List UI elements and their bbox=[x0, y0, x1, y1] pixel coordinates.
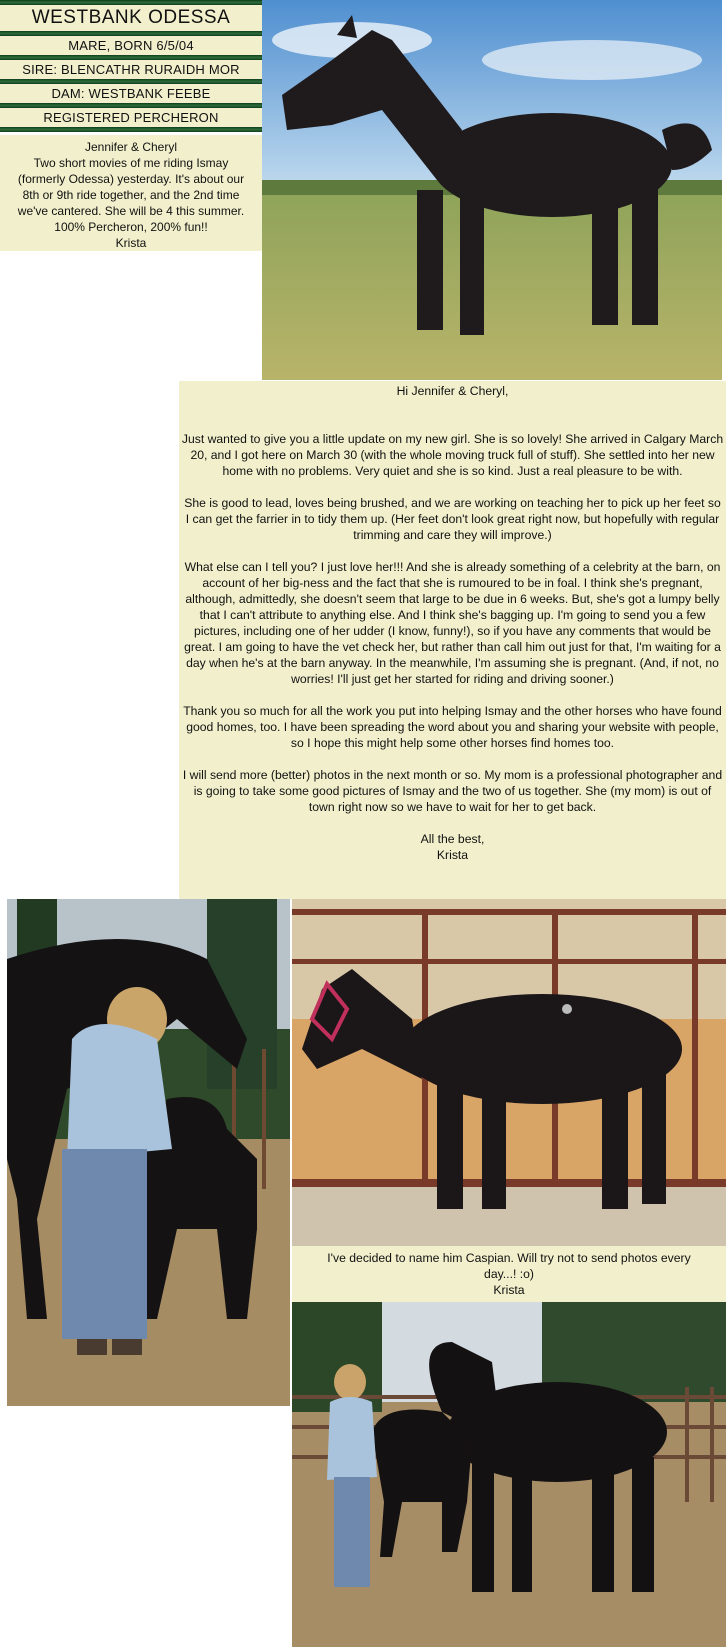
mare-barn-photo bbox=[292, 899, 726, 1246]
letter-paragraph: She is good to lead, loves being brushed, and we are working on teaching her to pick up her feet so I can get the farrier in to tidy them up. (Her feet don't look great right now, but hopefully with regular trimming and care they will improve.) bbox=[184, 496, 721, 542]
foal-name-note bbox=[292, 1246, 726, 1302]
letter-paragraph: Just wanted to give you a little update on my new girl. She is so lovely! She arrived in Calgary March 20, and I got here on March 30 (with the whole moving truck full of stuff). She settled into her new home with no problems. Very quiet and she is so kind. Just a real pleasure to be with. bbox=[181, 432, 724, 478]
update-letter bbox=[179, 381, 726, 899]
riding-note bbox=[0, 135, 262, 251]
foal-name-note-line: day...! :o) bbox=[484, 1267, 534, 1281]
letter-signature: Krista bbox=[436, 848, 469, 862]
sire-info: SIRE: BLENCATHR RURAIDH MOR bbox=[0, 60, 262, 79]
riding-note-line: 100% Percheron, 200% fun!! bbox=[54, 220, 208, 234]
registration-info: REGISTERED PERCHERON bbox=[0, 108, 262, 127]
woman-foal-corral-photo bbox=[292, 1302, 726, 1647]
letter-paragraph: Thank you so much for all the work you put into helping Ismay and the other horses who have found good homes, too. I have been spreading the word about you and sharing your website with people, so I hope this might help some other horses find homes too. bbox=[183, 704, 722, 750]
foal-name-note-line: I've decided to name him Caspian. Will try not to send photos every bbox=[327, 1251, 691, 1265]
dam-info: DAM: WESTBANK FEEBE bbox=[0, 84, 262, 103]
riding-note-signature: Krista bbox=[115, 236, 147, 250]
horse-info-header bbox=[0, 0, 262, 132]
divider bbox=[0, 127, 262, 132]
riding-note-line: Two short movies of me riding Ismay bbox=[33, 156, 229, 170]
letter-paragraph: I will send more (better) photos in the next month or so. My mom is a professional photographer and is going to take some good pictures of Ismay and the two of us together. She (my mom) is out of town right now so we have to wait for her to get back. bbox=[182, 768, 723, 814]
riding-note-line: (formerly Odessa) yesterday. It's about our bbox=[17, 172, 245, 186]
woman-mare-foal-photo bbox=[7, 899, 290, 1406]
letter-greeting: Hi Jennifer & Cheryl, bbox=[396, 384, 509, 398]
birth-info: MARE, BORN 6/5/04 bbox=[0, 36, 262, 55]
riding-note-line: we've cantered. She will be 4 this summer. bbox=[17, 204, 245, 218]
riding-note-line: Jennifer & Cheryl bbox=[84, 140, 178, 154]
horse-name-title: WESTBANK ODESSA bbox=[0, 5, 262, 31]
foal-name-note-signature: Krista bbox=[493, 1283, 525, 1297]
mare-field-photo bbox=[262, 0, 722, 380]
riding-note-line: 8th or 9th ride together, and the 2nd time bbox=[22, 188, 240, 202]
letter-closing: All the best, bbox=[420, 832, 485, 846]
letter-paragraph: What else can I tell you? I just love her!!! And she is already something of a celebrity at the barn, on account of her big-ness and the fact that she is rumoured to be in foal. I think she's pregnant, although, admittedly, she doesn't seem that large to be due in 6 weeks. But, she's got a lumpy belly that I can't attribute to anything else. And I think she's bagging up. I'm going to send you a few pictures, including one of her udder (I know, funny!), so if you have any comments that would be great. I am going to have the vet check her, but rather than call him out just for that, I'm waiting for a day when he's at the barn anyway. In the meanwhile, I'm assuming she is pregnant. (And, if not, no worries! I'll just get her started for riding and driving sooner.) bbox=[184, 560, 721, 686]
